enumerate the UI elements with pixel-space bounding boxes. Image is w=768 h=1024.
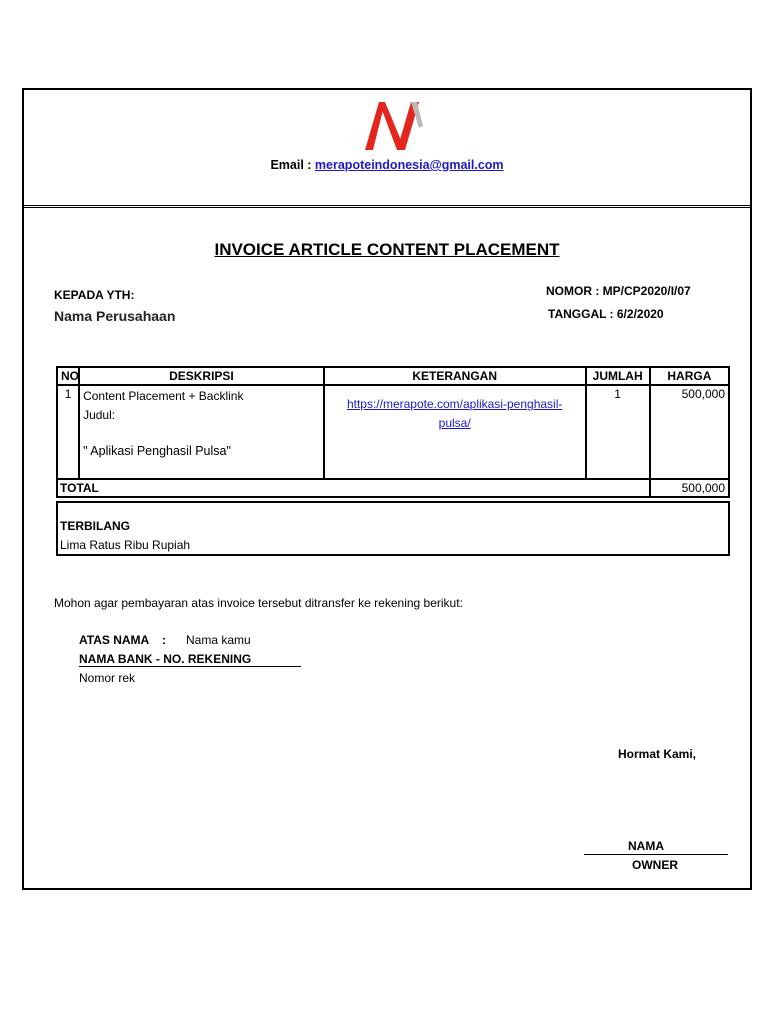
terbilang-box	[56, 501, 730, 556]
desc-line-2: Judul:	[83, 408, 116, 422]
signature-line	[584, 854, 728, 855]
signature-greeting: Hormat Kami,	[618, 747, 697, 761]
col-header-deskripsi: DESKRIPSI	[79, 367, 324, 385]
cell-harga: 500,000	[650, 385, 729, 479]
invoice-title: INVOICE ARTICLE CONTENT PLACEMENT	[214, 240, 560, 259]
total-value: 500,000	[650, 479, 729, 497]
cell-no: 1	[57, 385, 79, 479]
desc-line-3: " Aplikasi Penghasil Pulsa"	[83, 444, 231, 458]
signature-name: NAMA	[628, 839, 664, 853]
col-header-harga: HARGA	[650, 367, 729, 385]
terbilang-label: TERBILANG	[60, 519, 130, 533]
email-link[interactable]: merapoteindonesia@gmail.com	[314, 158, 504, 172]
payment-note: Mohon agar pembayaran atas invoice tersebut ditransfer ke rekening berikut:	[54, 596, 463, 610]
cell-jumlah: 1	[586, 385, 650, 479]
table-row	[57, 385, 729, 479]
invoice-header	[24, 90, 750, 208]
bank-account-text: NAMA BANK - NO. REKENING	[79, 652, 301, 667]
atas-nama-value: Nama kamu	[186, 633, 251, 647]
atas-nama-colon: :	[162, 633, 166, 647]
atas-nama-label: ATAS NAMA	[79, 633, 150, 647]
recipient-label: KEPADA YTH:	[54, 288, 135, 302]
desc-line-1: Content Placement + Backlink	[83, 389, 244, 403]
invoice-date: TANGGAL : 6/2/2020	[548, 307, 664, 321]
table-header-row	[57, 367, 729, 385]
total-label: TOTAL	[57, 479, 650, 497]
total-row	[57, 479, 729, 497]
article-link[interactable]	[328, 395, 582, 433]
email-label: Email :	[270, 158, 312, 172]
cell-keterangan	[324, 385, 586, 479]
account-number: Nomor rek	[79, 671, 136, 685]
article-link-line-1: https://merapote.com/aplikasi-penghasil-	[346, 397, 563, 411]
terbilang-value: Lima Ratus Ribu Rupiah	[60, 538, 191, 552]
invoice-number: NOMOR : MP/CP2020/I/07	[546, 284, 691, 298]
article-link-line-2: pulsa/	[438, 416, 471, 430]
cell-deskripsi	[79, 385, 324, 479]
col-header-jumlah: JUMLAH	[586, 367, 650, 385]
email-line	[24, 158, 750, 172]
company-logo	[361, 96, 427, 150]
bank-account-label	[79, 652, 301, 666]
invoice-table	[56, 366, 730, 498]
recipient-company: Nama Perusahaan	[54, 308, 176, 324]
signature-role: OWNER	[632, 858, 678, 872]
col-header-no: NO	[57, 367, 79, 385]
invoice-frame	[22, 88, 752, 890]
col-header-keterangan: KETERANGAN	[324, 367, 586, 385]
